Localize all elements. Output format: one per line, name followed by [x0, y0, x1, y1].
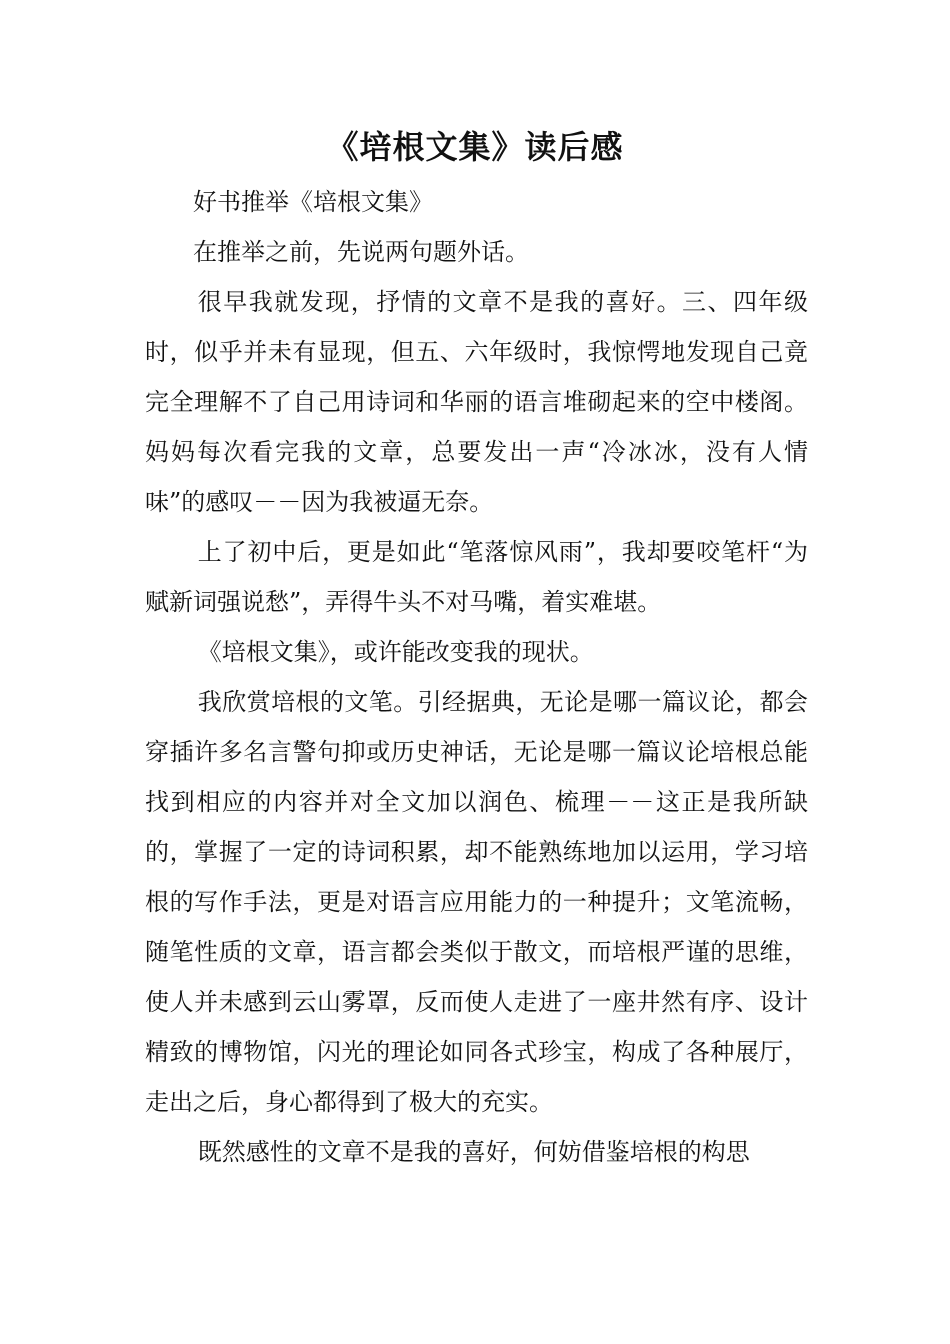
document-title: 《培根文集》读后感	[326, 128, 624, 166]
paragraph-preface: 在推举之前，先说两句题外话。	[193, 238, 529, 266]
paragraph-change: 《培根文集》，或许能改变我的现状。	[197, 638, 594, 666]
paragraph-bacon-style: 我欣赏培根的文笔。引经据典，无论是哪一篇议论，都会穿插许多名言警句抑或历史神话，无论是哪一篇议论培根总能找到相应的内容并对全文加以润色、梳理－－这正是我所缺的，掌握了一定的诗词积累，却不能熟练地加以运用，学习培根的写作手法，更是对语言应用能力的一种提升；文笔流畅，随笔性质的文章，语言都会类似于散文，而培根严谨的思维，使人并未感到云山雾罩，反而使人走进了一座井然有序、设计精致的博物馆，闪光的理论如同各式珍宝，构成了各种展厅，走出之后，身心都得到了极大的充实。	[145, 688, 808, 1116]
document-body	[145, 177, 808, 1177]
paragraph-conclusion-start: 既然感性的文章不是我的喜好，何妨借鉴培根的构思	[197, 1138, 750, 1166]
paragraph-junior-high: 上了初中后，更是如此“笔落惊风雨”，我却要咬笔杆“为赋新词强说愁”，弄得牛头不对马嘴，着实难堪。	[145, 538, 808, 616]
paragraph-lyrical-writing: 很早我就发现，抒情的文章不是我的喜好。三、四年级时，似乎并未有显现，但五、六年级时，我惊愕地发现自己竟完全理解不了自己用诗词和华丽的语言堆砌起来的空中楼阁。妈妈每次看完我的文章，总要发出一声“冷冰冰，没有人情味”的感叹－－因为我被逼无奈。	[145, 288, 808, 516]
paragraph-recommendation: 好书推举《培根文集》	[193, 188, 433, 216]
